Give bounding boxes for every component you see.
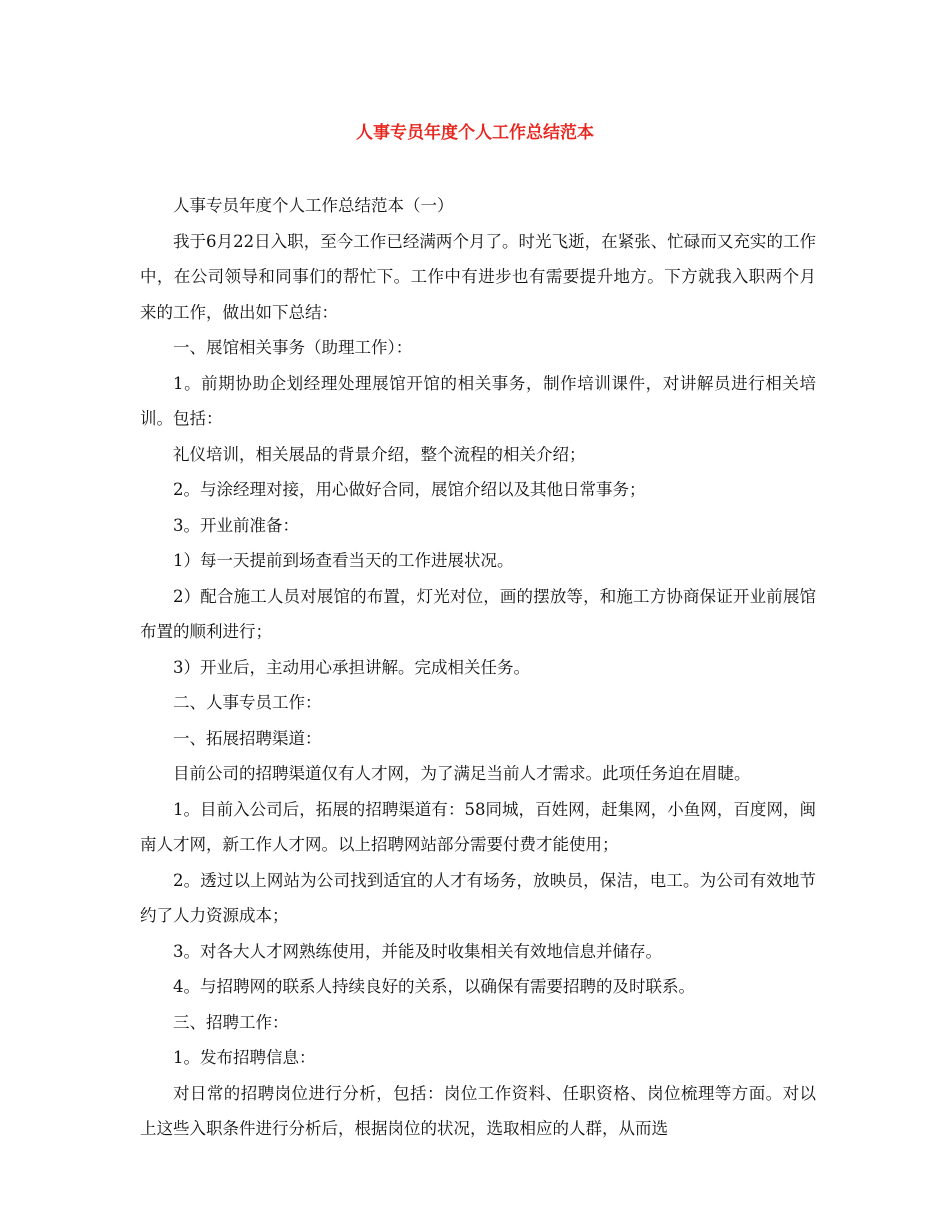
paragraph: 4。与招聘网的联系人持续良好的关系，以确保有需要招聘的及时联系。 <box>173 977 695 996</box>
section-heading: 二、人事专员工作： <box>173 693 322 712</box>
paragraph: 1）每一天提前到场查看当天的工作进展状况。 <box>173 551 514 570</box>
paragraph: 3。对各大人才网熟练使用，并能及时收集相关有效地信息并储存。 <box>173 941 662 961</box>
paragraph: 1。目前入公司后，拓展的招聘渠道有：58同城，百姓网，赶集网，小鱼网，百度网，闽南人才网，新工作人才网。以上招聘网站部分需要付费才能使用； <box>140 799 816 854</box>
paragraph: 3）开业后，主动用心承担讲解。完成相关任务。 <box>173 657 530 677</box>
subsection-heading: 一、拓展招聘渠道： <box>173 728 322 748</box>
paragraph: 对日常的招聘岗位进行分析，包括：岗位工作资料、任职资格、岗位梳理等方面。对以上这些入职条件进行分析后，根据岗位的状况，选取相应的人群，从而选 <box>140 1083 816 1138</box>
paragraph: 目前公司的招聘渠道仅有人才网，为了满足当前人才需求。此项任务迫在眉睫。 <box>173 764 751 783</box>
document-body <box>140 188 816 1147</box>
paragraph: 1。发布招聘信息： <box>173 1048 316 1067</box>
paragraph-intro: 我于6月22日入职，至今工作已经满两个月了。时光飞逝，在紧张、忙碌而又充实的工作中，在公司领导和同事们的帮忙下。工作中有进步也有需要提升地方。下方就我入职两个月来的工作，做出如下总结： <box>140 231 816 322</box>
paragraph: 2。透过以上网站为公司找到适宜的人才有场务，放映员，保洁，电工。为公司有效地节约了人力资源成本； <box>140 870 816 925</box>
section-heading: 一、展馆相关事务（助理工作）： <box>173 338 413 357</box>
paragraph: 2。与涂经理对接，用心做好合同，展馆介绍以及其他日常事务； <box>173 480 646 499</box>
paragraph-subtitle: 人事专员年度个人工作总结范本（一） <box>173 196 454 215</box>
document-title: 人事专员年度个人工作总结范本 <box>356 123 594 143</box>
subsection-heading: 三、招聘工作： <box>173 1012 289 1032</box>
paragraph: 礼仪培训，相关展品的背景介绍，整个流程的相关介绍； <box>173 444 586 464</box>
paragraph: 3。开业前准备： <box>173 515 299 535</box>
paragraph: 1。前期协助企划经理处理展馆开馆的相关事务，制作培训课件，对讲解员进行相关培训。包括： <box>140 373 816 428</box>
paragraph: 2）配合施工人员对展馆的布置，灯光对位，画的摆放等，和施工方协商保证开业前展馆布置的顺利进行； <box>140 586 816 641</box>
